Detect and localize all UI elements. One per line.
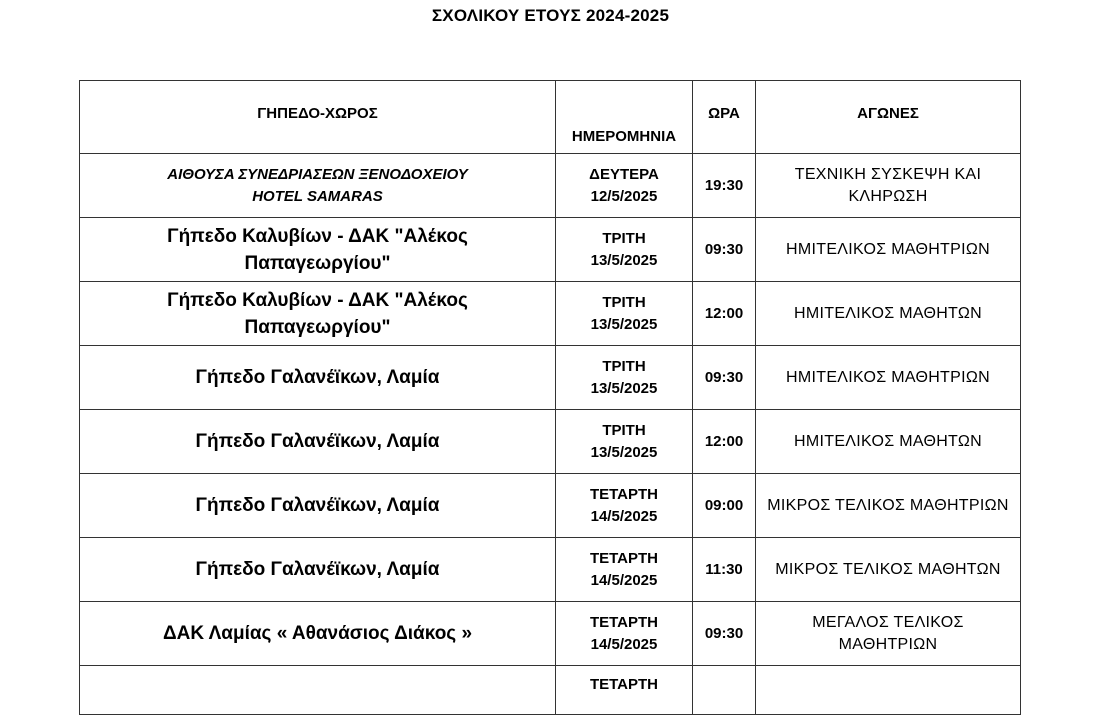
date-text: 13/5/2025 xyxy=(590,315,658,333)
time-cell xyxy=(693,666,756,715)
venue-cell xyxy=(80,602,556,666)
date-text: 14/5/2025 xyxy=(590,571,658,589)
games-cell xyxy=(756,410,1021,474)
time-cell: 19:30 xyxy=(693,154,756,218)
table-row xyxy=(80,346,1021,410)
date-cell xyxy=(556,666,693,715)
venue-cell xyxy=(80,154,556,218)
games-cell xyxy=(756,346,1021,410)
table-row xyxy=(80,218,1021,282)
games-text: ΗΜΙΤΕΛΙΚΟΣ ΜΑΘΗΤΩΝ xyxy=(794,432,982,450)
time-cell: 12:00 xyxy=(693,410,756,474)
games-text: ΜΕΓΑΛΟΣ ΤΕΛΙΚΟΣ ΜΑΘΗΤΡΙΩΝ xyxy=(812,613,964,653)
games-cell xyxy=(756,474,1021,538)
header-games: ΑΓΩΝΕΣ xyxy=(756,81,1021,154)
table-row xyxy=(80,474,1021,538)
day-text: ΔΕΥΤΕΡΑ xyxy=(589,165,659,183)
venue-cell xyxy=(80,346,556,410)
games-text: ΜΙΚΡΟΣ ΤΕΛΙΚΟΣ ΜΑΘΗΤΡΙΩΝ xyxy=(767,496,1009,514)
day-text: ΤΡΙΤΗ xyxy=(602,293,646,311)
time-cell: 11:30 xyxy=(693,538,756,602)
venue-cell xyxy=(80,218,556,282)
date-text: 12/5/2025 xyxy=(590,187,658,205)
date-cell xyxy=(556,602,693,666)
games-text: ΗΜΙΤΕΛΙΚΟΣ ΜΑΘΗΤΡΙΩΝ xyxy=(786,368,990,386)
document-subtitle: ΣΧΟΛΙΚΟΥ ΕΤΟΥΣ 2024-2025 xyxy=(431,6,670,25)
venue-cell xyxy=(80,474,556,538)
venue-cell xyxy=(80,538,556,602)
games-cell xyxy=(756,602,1021,666)
time-cell: 09:30 xyxy=(693,602,756,666)
cropped-title-line xyxy=(95,0,1010,2)
day-text: ΤΡΙΤΗ xyxy=(602,229,646,247)
table-row xyxy=(80,282,1021,346)
venue-cell xyxy=(80,410,556,474)
day-text: ΤΕΤΑΡΤΗ xyxy=(589,676,659,693)
date-text: 13/5/2025 xyxy=(590,379,658,397)
day-text: ΤΡΙΤΗ xyxy=(602,421,646,439)
date-text: 13/5/2025 xyxy=(590,251,658,269)
table-row-partial xyxy=(80,666,1021,715)
day-text: ΤΡΙΤΗ xyxy=(602,357,646,375)
time-cell: 09:00 xyxy=(693,474,756,538)
venue-text: Γήπεδο Γαλανέϊκων, Λαμία xyxy=(195,559,440,580)
games-cell xyxy=(756,666,1021,715)
venue-text: Γήπεδο Γαλανέϊκων, Λαμία xyxy=(195,495,440,516)
date-cell xyxy=(556,346,693,410)
games-text: ΜΙΚΡΟΣ ΤΕΛΙΚΟΣ ΜΑΘΗΤΩΝ xyxy=(775,560,1001,578)
header-venue: ΓΗΠΕΔΟ-ΧΩΡΟΣ xyxy=(80,81,556,154)
venue-text: Γήπεδο Γαλανέϊκων, Λαμία xyxy=(195,431,440,452)
date-cell xyxy=(556,154,693,218)
day-text: ΤΕΤΑΡΤΗ xyxy=(589,485,659,503)
games-cell xyxy=(756,282,1021,346)
date-cell xyxy=(556,218,693,282)
venue-text: Γήπεδο Καλυβίων - ΔΑΚ "Αλέκος Παπαγεωργίου" xyxy=(167,289,468,338)
venue-cell xyxy=(80,282,556,346)
date-cell xyxy=(556,282,693,346)
time-cell: 09:30 xyxy=(693,218,756,282)
venue-text: Γήπεδο Γαλανέϊκων, Λαμία xyxy=(195,367,440,388)
venue-text: ΔΑΚ Λαμίας « Αθανάσιος Διάκος » xyxy=(162,623,473,644)
date-cell xyxy=(556,410,693,474)
time-cell: 12:00 xyxy=(693,282,756,346)
header-date: ΗΜΕΡΟΜΗΝΙΑ xyxy=(556,81,693,154)
schedule-table xyxy=(79,80,1021,715)
venue-text: Γήπεδο Καλυβίων - ΔΑΚ "Αλέκος Παπαγεωργίου" xyxy=(167,225,468,274)
games-cell xyxy=(756,154,1021,218)
date-text: 14/5/2025 xyxy=(590,635,658,653)
games-cell xyxy=(756,538,1021,602)
day-text: ΤΕΤΑΡΤΗ xyxy=(589,613,659,631)
time-cell: 09:30 xyxy=(693,346,756,410)
date-text: 13/5/2025 xyxy=(590,443,658,461)
date-cell xyxy=(556,538,693,602)
table-row xyxy=(80,602,1021,666)
table-row xyxy=(80,410,1021,474)
table-row xyxy=(80,538,1021,602)
games-text: ΗΜΙΤΕΛΙΚΟΣ ΜΑΘΗΤΩΝ xyxy=(794,304,982,322)
table-header-row xyxy=(80,81,1021,154)
header-time: ΩΡΑ xyxy=(693,81,756,154)
day-text: ΤΕΤΑΡΤΗ xyxy=(589,549,659,567)
games-text: ΤΕΧΝΙΚΗ ΣΥΣΚΕΨΗ ΚΑΙ ΚΛΗΡΩΣΗ xyxy=(794,165,982,205)
venue-cell xyxy=(80,666,556,715)
games-text: ΗΜΙΤΕΛΙΚΟΣ ΜΑΘΗΤΡΙΩΝ xyxy=(786,240,990,258)
date-cell xyxy=(556,474,693,538)
table-row xyxy=(80,154,1021,218)
date-text: 14/5/2025 xyxy=(590,507,658,525)
games-cell xyxy=(756,218,1021,282)
venue-text: ΑΙΘΟΥΣΑ ΣΥΝΕΔΡΙΑΣΕΩΝ ΞΕΝΟΔΟΧΕΙΟΥ HOTEL SAMARAS xyxy=(167,165,468,205)
